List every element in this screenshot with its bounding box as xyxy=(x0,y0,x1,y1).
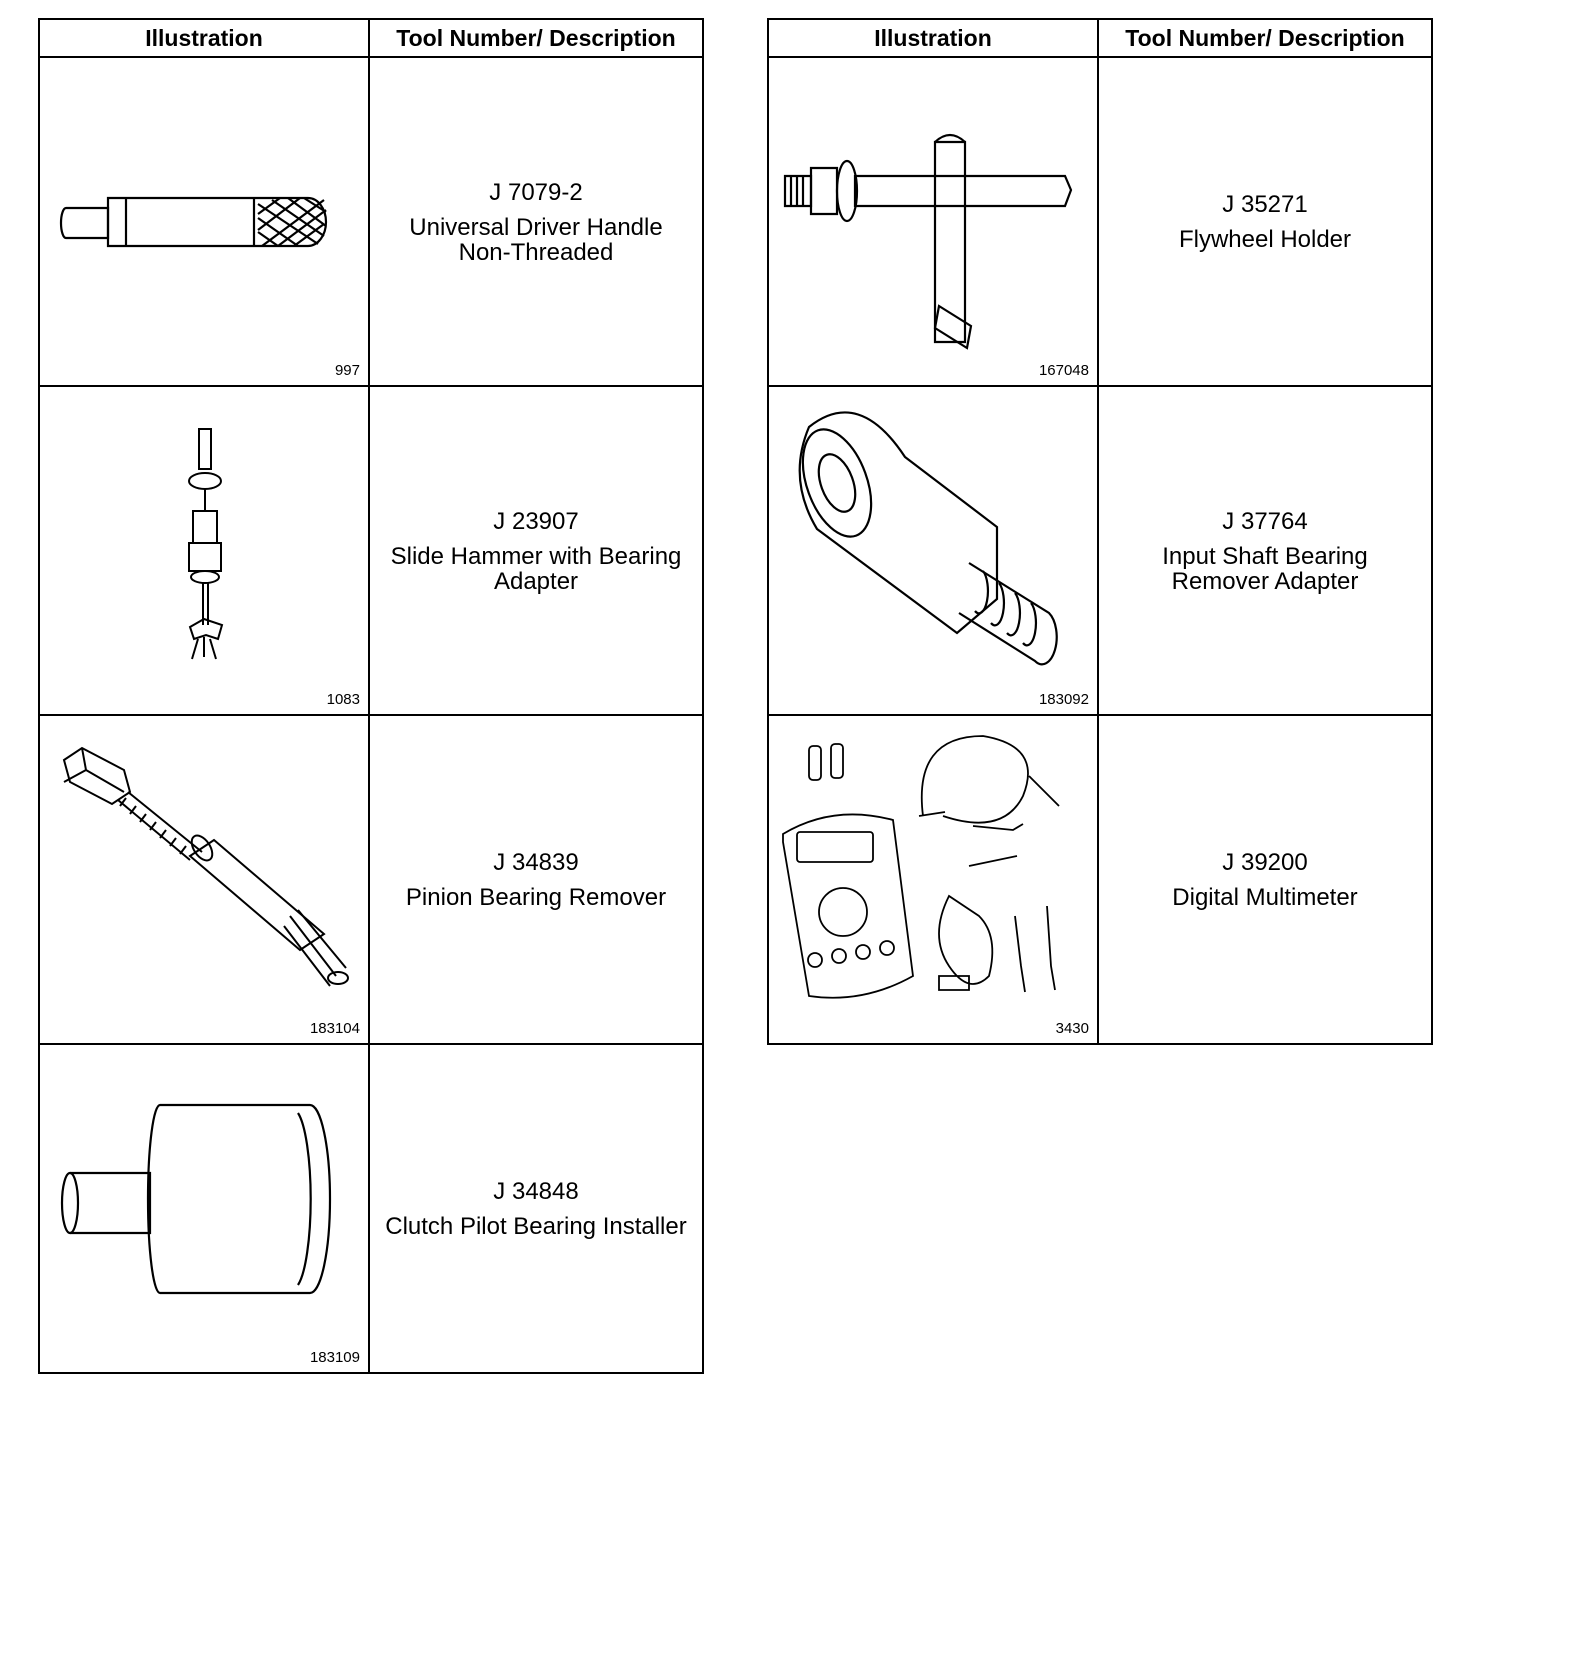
tool-description: Digital Multimeter xyxy=(1172,884,1358,911)
bearing-remover-icon xyxy=(40,716,368,1043)
tool-description-header: Tool Number/ Description xyxy=(369,19,703,57)
figure-number: 183092 xyxy=(1038,691,1089,708)
table-row xyxy=(39,57,703,386)
tool-description-cell xyxy=(1098,715,1432,1044)
tool-description: Universal Driver Handle Non-Threaded xyxy=(409,213,663,266)
tool-description: Pinion Bearing Remover xyxy=(405,884,667,911)
tool-description-cell xyxy=(1098,57,1432,386)
illustration-cell xyxy=(39,1044,369,1373)
illustration-header: Illustration xyxy=(39,19,369,57)
figure-number: 1083 xyxy=(326,691,360,708)
slide-hammer-icon xyxy=(40,387,368,714)
illustration-cell xyxy=(39,715,369,1044)
illustration-cell xyxy=(39,57,369,386)
tool-description: Input Shaft Bearing Remover Adapter xyxy=(1162,542,1368,595)
tool-description-cell xyxy=(369,1044,703,1373)
illustration-cell xyxy=(39,386,369,715)
table-row xyxy=(768,386,1432,715)
tool-description-cell xyxy=(1098,386,1432,715)
table-row xyxy=(768,715,1432,1044)
tool-description-cell xyxy=(369,715,703,1044)
flywheel-holder-icon xyxy=(769,58,1097,385)
tool-number: J 23907 xyxy=(493,507,579,535)
multimeter-icon xyxy=(769,716,1097,1043)
table-row xyxy=(768,57,1432,386)
figure-number: 997 xyxy=(334,362,360,379)
tool-description: Flywheel Holder xyxy=(1178,226,1352,253)
special-tools-table-left xyxy=(38,18,704,1374)
tool-description-header: Tool Number/ Description xyxy=(1098,19,1432,57)
tool-number: J 39200 xyxy=(1222,849,1308,876)
tool-number: J 35271 xyxy=(1222,191,1308,218)
figure-number: 183104 xyxy=(309,1020,360,1037)
table-row xyxy=(39,1044,703,1373)
special-tools-table-right xyxy=(767,18,1433,1045)
driver-handle-icon xyxy=(40,58,368,385)
tool-description: Slide Hammer with Bearing Adapter xyxy=(390,542,682,595)
tool-number: J 34839 xyxy=(493,849,579,876)
table-row xyxy=(39,715,703,1044)
remover-adapter-icon xyxy=(769,387,1097,714)
tool-description-cell xyxy=(369,57,703,386)
table-row xyxy=(39,386,703,715)
tool-description: Clutch Pilot Bearing Installer xyxy=(385,1213,687,1240)
tool-number: J 34848 xyxy=(493,1178,579,1205)
illustration-header: Illustration xyxy=(768,19,1098,57)
tool-number: J 37764 xyxy=(1222,507,1308,535)
figure-number: 183109 xyxy=(309,1349,360,1366)
tool-description-cell xyxy=(369,386,703,715)
illustration-cell xyxy=(768,386,1098,715)
tool-number: J 7079-2 xyxy=(489,178,583,206)
illustration-cell xyxy=(768,715,1098,1044)
figure-number: 167048 xyxy=(1038,362,1089,379)
illustration-cell xyxy=(768,57,1098,386)
figure-number: 3430 xyxy=(1055,1020,1089,1037)
bearing-installer-icon xyxy=(40,1045,368,1372)
